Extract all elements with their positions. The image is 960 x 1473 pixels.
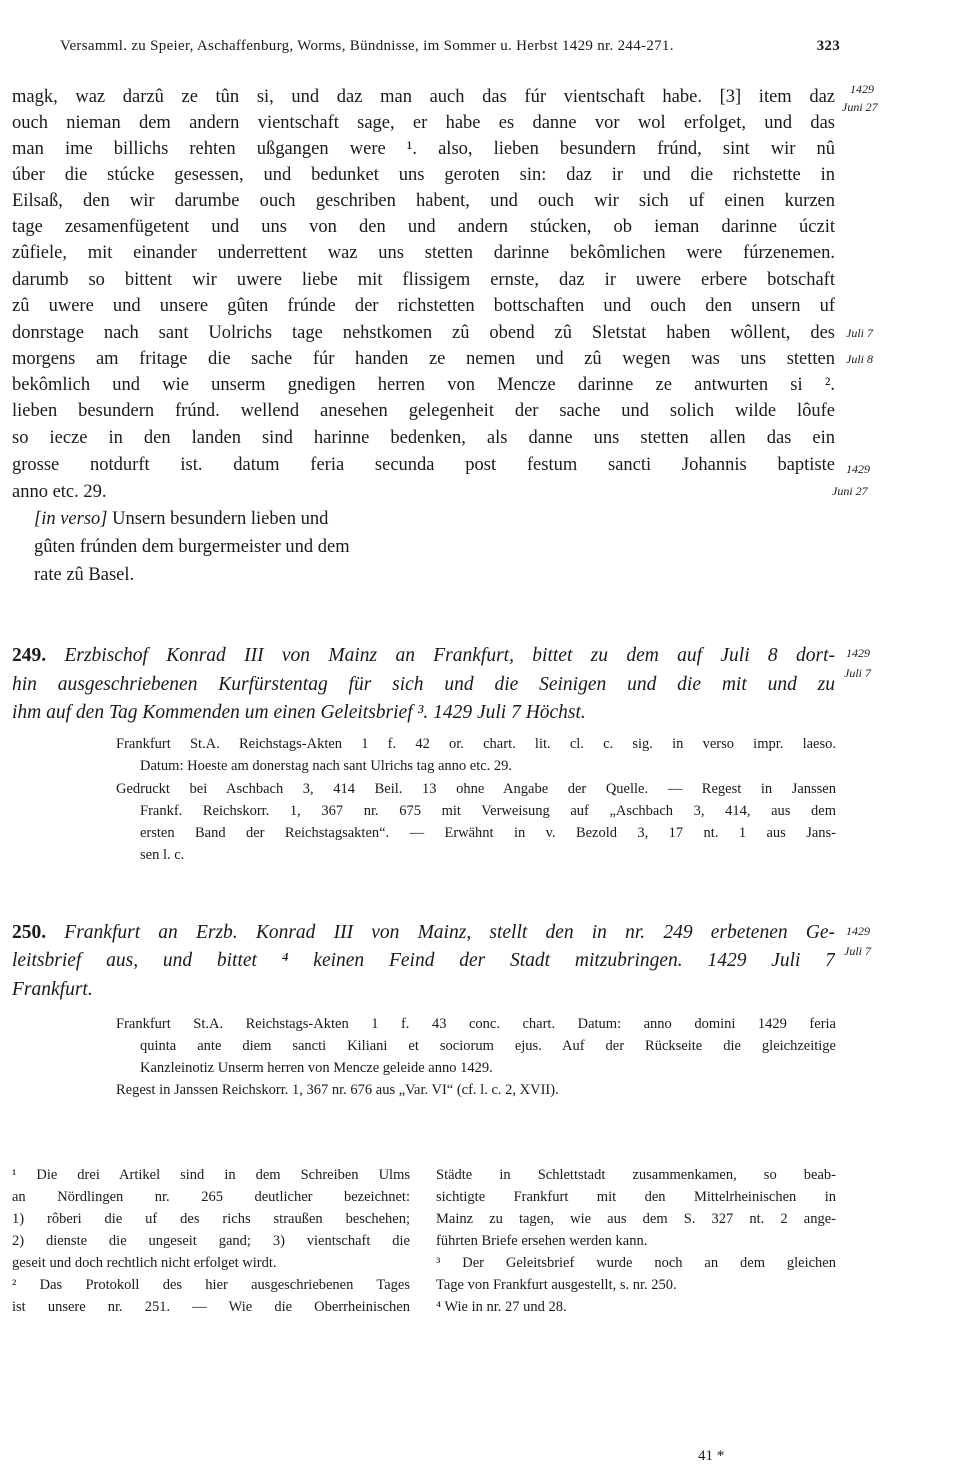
source-line: sen l. c. — [140, 847, 185, 863]
margin-date: Juli 7 — [846, 326, 873, 340]
source-line: Datum: Hoeste am donerstag nach sant Ulrichs tag anno etc. 29. — [140, 758, 513, 774]
footnote-line: an Nördlingen nr. 265 deutlicher bezeichnet: — [12, 1189, 410, 1205]
footnote-line: ¹ Die drei Artikel sind in dem Schreiben Ulms — [12, 1167, 410, 1183]
page-number: 323 — [816, 38, 840, 54]
verso-line: gûten frúnden dem burgermeister und dem — [34, 537, 350, 557]
footnote-line: führten Briefe ersehen werden kann. — [436, 1233, 648, 1249]
body-line: magk, waz darzû ze tûn si, und daz man auch das fúr vientschaft habe. [3] item daz — [12, 87, 835, 107]
entry-heading-line: ihm auf den Tag Kommenden um einen Geleitsbrief ³. 1429 Juli 7 Höchst. — [12, 702, 586, 723]
margin-date: Juli 8 — [846, 352, 873, 366]
entry-heading-line: hin ausgeschriebenen Kurfürstentag für sich und die Seinigen und die mit und zu — [12, 674, 835, 695]
margin-date: Juni 27 — [832, 484, 868, 498]
margin-date: 1429 — [846, 646, 870, 660]
margin-date: 1429 — [846, 462, 870, 476]
footnote-line: ² Das Protokoll des hier ausgeschriebenen Tages — [12, 1277, 410, 1293]
signature-mark: 41 * — [698, 1448, 725, 1464]
entry-number: 249. — [12, 645, 47, 666]
entry-heading-line: Frankfurt. — [12, 979, 93, 1000]
entry-heading-line — [12, 641, 835, 670]
body-line: zû uwere und unsere gûten frúnde der richstetten bottschaften und ouch den unsern uf — [12, 296, 835, 316]
verso-label: [in verso] — [34, 509, 108, 529]
verso-line — [34, 506, 328, 532]
running-header — [60, 38, 840, 64]
body-line: ouch nieman dem andern vientschaft sage, er habe es danne vor wol erfolget, und das — [12, 113, 835, 133]
entry-number: 250. — [12, 922, 47, 943]
footnote-line: sichtigte Frankfurt mit den Mittelrheinischen in — [436, 1189, 836, 1205]
verso-text: Unsern besundern lieben und — [112, 509, 329, 529]
body-line: Eilsaß, den wir darumbe ouch geschriben habent, und ouch wir sich uf einen kurzen — [12, 191, 835, 211]
source-line: Gedruckt bei Aschbach 3, 414 Beil. 13 ohne Angabe der Quelle. — Regest in Janssen — [116, 781, 836, 797]
entry-heading-line — [12, 918, 835, 947]
source-line: ersten Band der Reichstagsakten“. — Erwähnt in v. Bezold 3, 17 nt. 1 aus Jans- — [140, 825, 836, 841]
margin-date: 1429 — [850, 82, 874, 96]
source-line: Frankfurt St.A. Reichstags-Akten 1 f. 42 or. chart. lit. cl. c. sig. in verso impr. laeso. — [116, 736, 836, 752]
footnote-line: Mainz zu tagen, wie aus dem S. 327 nt. 2 ange- — [436, 1211, 836, 1227]
body-line: bekômlich und wie unserm gnedigen herren von Mencze darinne ze antwurten si ². — [12, 375, 835, 395]
source-line: Frankfurt St.A. Reichstags-Akten 1 f. 43 conc. chart. Datum: anno domini 1429 feria — [116, 1016, 836, 1032]
entry-heading-text: Erzbischof Konrad III von Mainz an Frankfurt, bittet zu dem auf Juli 8 dort- — [64, 645, 835, 666]
footnote-line: Tage von Frankfurt ausgestellt, s. nr. 250. — [436, 1277, 677, 1293]
margin-date: Juli 7 — [844, 666, 871, 680]
footnote-line: ⁴ Wie in nr. 27 und 28. — [436, 1299, 567, 1315]
source-line: quinta ante diem sancti Kiliani et sociorum ejus. Auf der Rückseite die gleichzeitige — [140, 1038, 836, 1054]
footnote-line: 2) dienste die ungeseit gand; 3) vientschaft die — [12, 1233, 410, 1249]
body-line: grosse notdurft ist. datum feria secunda post festum sancti Johannis baptiste — [12, 455, 835, 475]
body-line: tage zesamenfügetent und uns von den und andern stúcken, ob ieman darinne úczit — [12, 217, 835, 237]
verso-line: rate zû Basel. — [34, 565, 135, 585]
footnote-line: Städte in Schlettstadt zusammenkamen, so beab- — [436, 1167, 836, 1183]
margin-date: 1429 — [846, 924, 870, 938]
body-line: darumb so bittent wir uwere liebe mit flissigem ernste, daz ir uwere erbere botschaft — [12, 270, 835, 290]
source-line: Frankf. Reichskorr. 1, 367 nr. 675 mit Verweisung auf „Aschbach 3, 414, aus dem — [140, 803, 836, 819]
margin-date: Juli 7 — [844, 944, 871, 958]
body-line: anno etc. 29. — [12, 482, 107, 502]
body-line: morgens am fritage die sache fúr handen ze nemen und zû wegen was uns stetten — [12, 349, 835, 369]
header-title: Versamml. zu Speier, Aschaffenburg, Worms, Bündnisse, im Sommer u. Herbst 1429 nr. 244-271. — [60, 38, 674, 54]
body-line: man ime billichs rehten ußgangen were ¹. also, lieben besundern frúnd, sint wir nû — [12, 139, 835, 159]
source-line: Kanzleinotiz Unserm herren von Mencze geleide anno 1429. — [140, 1060, 493, 1076]
body-line: zûfiele, mit einander underrettent waz uns stetten darinne bekômlichen were fúrzenemen. — [12, 243, 835, 263]
body-line: donrstage nach sant Uolrichs tage nehstkomen zû obend zû Sletstat haben wôllent, des — [12, 323, 835, 343]
source-line: Regest in Janssen Reichskorr. 1, 367 nr. 676 aus „Var. VI“ (cf. l. c. 2, XVII). — [116, 1082, 559, 1098]
body-line: so iecze in den landen sind harinne bedenken, als danne uns stetten allen das ein — [12, 428, 835, 448]
footnote-line: ist unsere nr. 251. — Wie die Oberrheinischen — [12, 1299, 410, 1315]
footnote-line: geseit und doch rechtlich nicht erfolget wirdt. — [12, 1255, 277, 1271]
body-line: úber die stúcke gesessen, und bedunket uns geroten sin: daz ir und die richstette in — [12, 165, 835, 185]
footnote-line: ³ Der Geleitsbrief wurde noch an dem gleichen — [436, 1255, 836, 1271]
entry-heading-text: Frankfurt an Erzb. Konrad III von Mainz, stellt den in nr. 249 erbetenen Ge- — [64, 922, 835, 943]
footnote-line: 1) rôberi die uf des richs straußen beschehen; — [12, 1211, 410, 1227]
entry-heading-line: leitsbrief aus, und bittet ⁴ keinen Feind der Stadt mitzubringen. 1429 Juli 7 — [12, 950, 835, 971]
body-line: lieben besundern frúnd. wellend anesehen gelegenheit der sache und solich wilde lôufe — [12, 401, 835, 421]
margin-date: Juni 27 — [842, 100, 878, 114]
